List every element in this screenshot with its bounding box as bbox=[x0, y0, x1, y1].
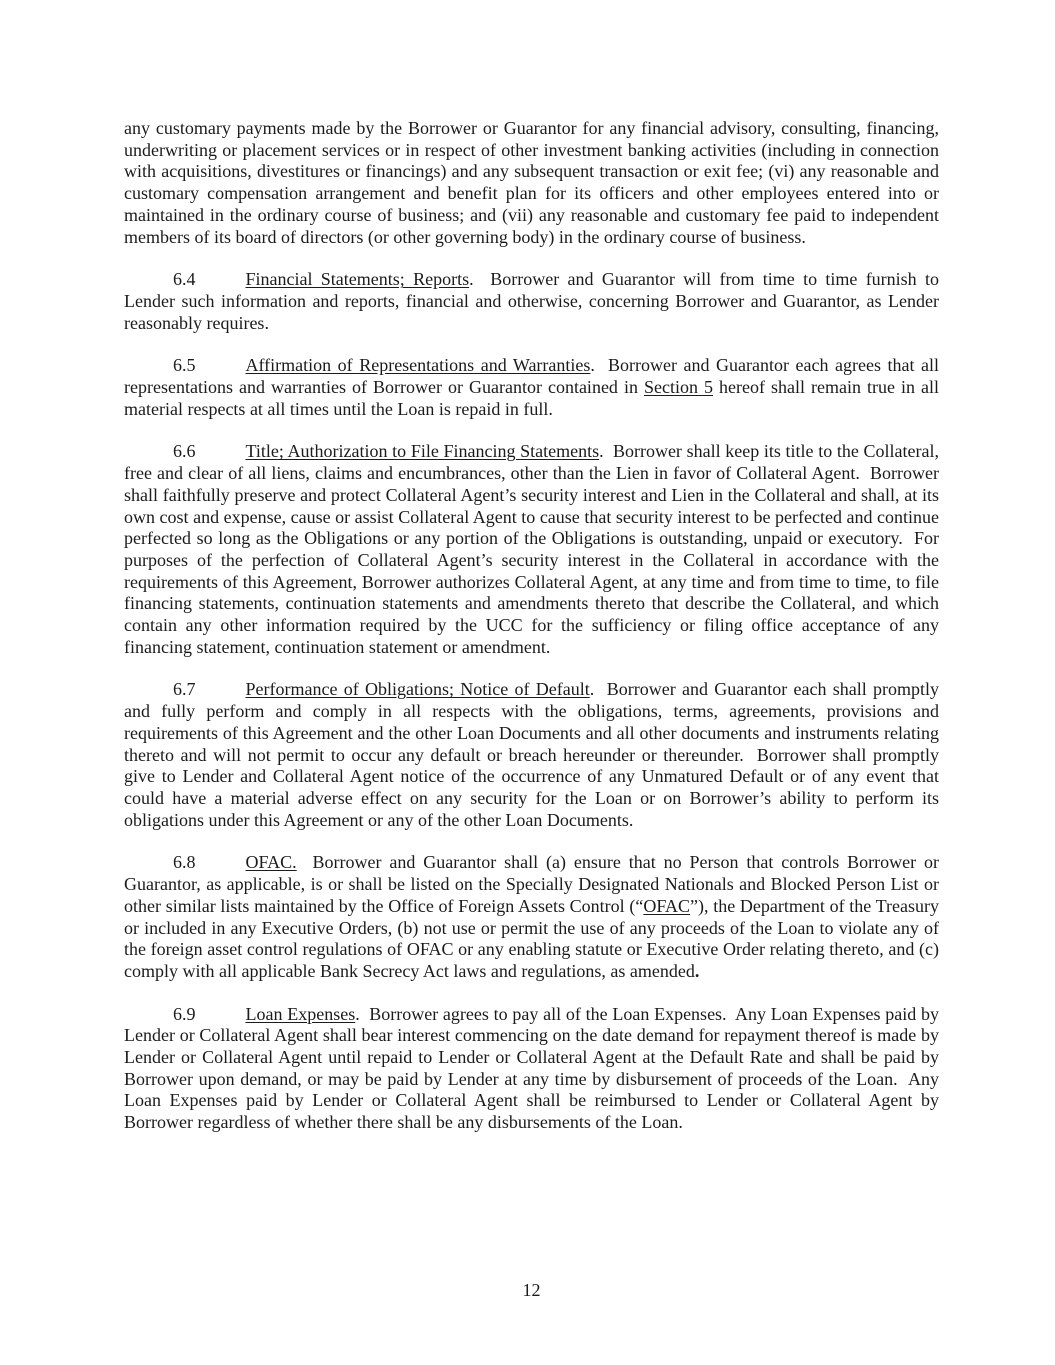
text-run: . Borrower agrees to pay all of the Loan Expenses. Any Loan Expenses paid by Lender or Collateral Agent shall bear interest commencing on the date demand for repayment thereof is made by Lender or Collateral Agent until repaid to Lender or Collateral Agent at the Default Rate and shall be paid by Borrower upon demand, or may be paid by Lender at any time by disbursement of proceeds of the Loan. Any Loan Expenses paid by Lender or Collateral Agent shall be reimbursed to Lender or Collateral Agent by Borrower regardless of whether there shall be any disbursements of the Loan. bbox=[124, 1003, 944, 1133]
section-number: 6.6 bbox=[173, 441, 196, 462]
section-heading: Financial Statements; Reports bbox=[245, 269, 470, 290]
text-run: hereof shall remain true in all material respects at all times until the Loan is repaid in full. bbox=[124, 377, 944, 419]
text-run: . Borrower and Guarantor each agrees that all representations and warranties of Borrower or Guarantor contained in bbox=[124, 355, 944, 398]
cross-reference: OFAC bbox=[643, 895, 691, 916]
section-paragraph-6.6 bbox=[124, 441, 944, 658]
section-heading: Title; Authorization to File Financing Statements bbox=[245, 441, 600, 462]
text-run: . bbox=[694, 960, 700, 981]
cross-reference: Section 5 bbox=[643, 377, 713, 398]
document-content bbox=[124, 118, 944, 1134]
section-number: 6.5 bbox=[173, 355, 196, 376]
text-run: any customary payments made by the Borrower or Guarantor for any financial advisory, consulting, financing, underwriting or placement services or in respect of other investment banking activities (including in connection with acquisitions, divestitures or financings) and any subsequent transaction or exit fee; (vi) any reasonable and customary compensation arrangement and benefit plan for its officers and other employees entered into or maintained in the ordinary course of business; and (vii) any reasonable and customary fee paid to independent members of its board of directors (or other governing body) in the ordinary course of business. bbox=[124, 118, 944, 247]
section-heading: Performance of Obligations; Notice of Default bbox=[245, 679, 590, 700]
section-paragraph-6.8 bbox=[124, 852, 944, 982]
text-run: . Borrower and Guarantor will from time to time furnish to Lender such information and reports, financial and otherwise, concerning Borrower and Guarantor, as Lender reasonably requires. bbox=[124, 269, 944, 333]
section-heading: Loan Expenses bbox=[245, 1003, 356, 1024]
section-number: 6.9 bbox=[173, 1003, 196, 1024]
page-number: 12 bbox=[522, 1280, 541, 1300]
section-heading: Affirmation of Representations and Warranties bbox=[245, 355, 591, 376]
section-paragraph-6.5 bbox=[124, 355, 944, 420]
section-paragraph-6.9 bbox=[124, 1003, 944, 1134]
text-run: . Borrower shall keep its title to the Collateral, free and clear of all liens, claims and encumbrances, other than the Lien in favor of Collateral Agent. Borrower shall faithfully preserve and protect Collateral Agent’s security interest and Lien in the Collateral and shall, at its own cost and expense, cause or assist Collateral Agent to cause that security interest to be perfected and continue perfected so long as the Obligations or any portion of the Obligations is outstanding, unpaid or executory. For purposes of the perfection of Collateral Agent’s security interest in the Collateral in accordance with the requirements of this Agreement, Borrower authorizes Collateral Agent, at any time and from time to time, to file financing statements, continuation statements and amendments thereto that describe the Collateral, and which contain any other information required by the UCC for the sufficiency or filing office acceptance of any financing statement, continuation statement or amendment. bbox=[124, 441, 944, 657]
section-number: 6.7 bbox=[173, 679, 196, 700]
section-paragraph-6.4 bbox=[124, 269, 944, 334]
section-heading: OFAC. bbox=[245, 852, 297, 873]
body-paragraph bbox=[124, 118, 944, 248]
section-paragraph-6.7 bbox=[124, 679, 944, 831]
text-run: ”), the Department of the Treasury or included in any Executive Orders, (b) not use or permit the use of any proceeds of the Loan to violate any of the foreign asset control regulations of OFAC or any enabling statute or Executive Order relating thereto, and (c) comply with all applicable Bank Secrecy Act laws and regulations, as amended bbox=[124, 895, 944, 981]
text-run: Borrower and Guarantor shall (a) ensure that no Person that controls Borrower or Guarantor, as applicable, is or shall be listed on the Specially Designated Nationals and Blocked Person List or other similar lists maintained by the Office of Foreign Assets Control (“ bbox=[124, 852, 944, 916]
text-run: . Borrower and Guarantor each shall promptly and fully perform and comply in all respects with the obligations, terms, agreements, provisions and requirements of this Agreement and the other Loan Documents and all other documents and instruments relating thereto and will not permit to occur any default or breach hereunder or thereunder. Borrower shall promptly give to Lender and Collateral Agent notice of the occurrence of any Unmatured Default or of any event that could have a material adverse effect on any security for the Loan or on Borrower’s ability to perform its obligations under this Agreement or any of the other Loan Documents. bbox=[124, 679, 944, 830]
section-number: 6.4 bbox=[173, 269, 196, 290]
section-number: 6.8 bbox=[173, 852, 196, 873]
